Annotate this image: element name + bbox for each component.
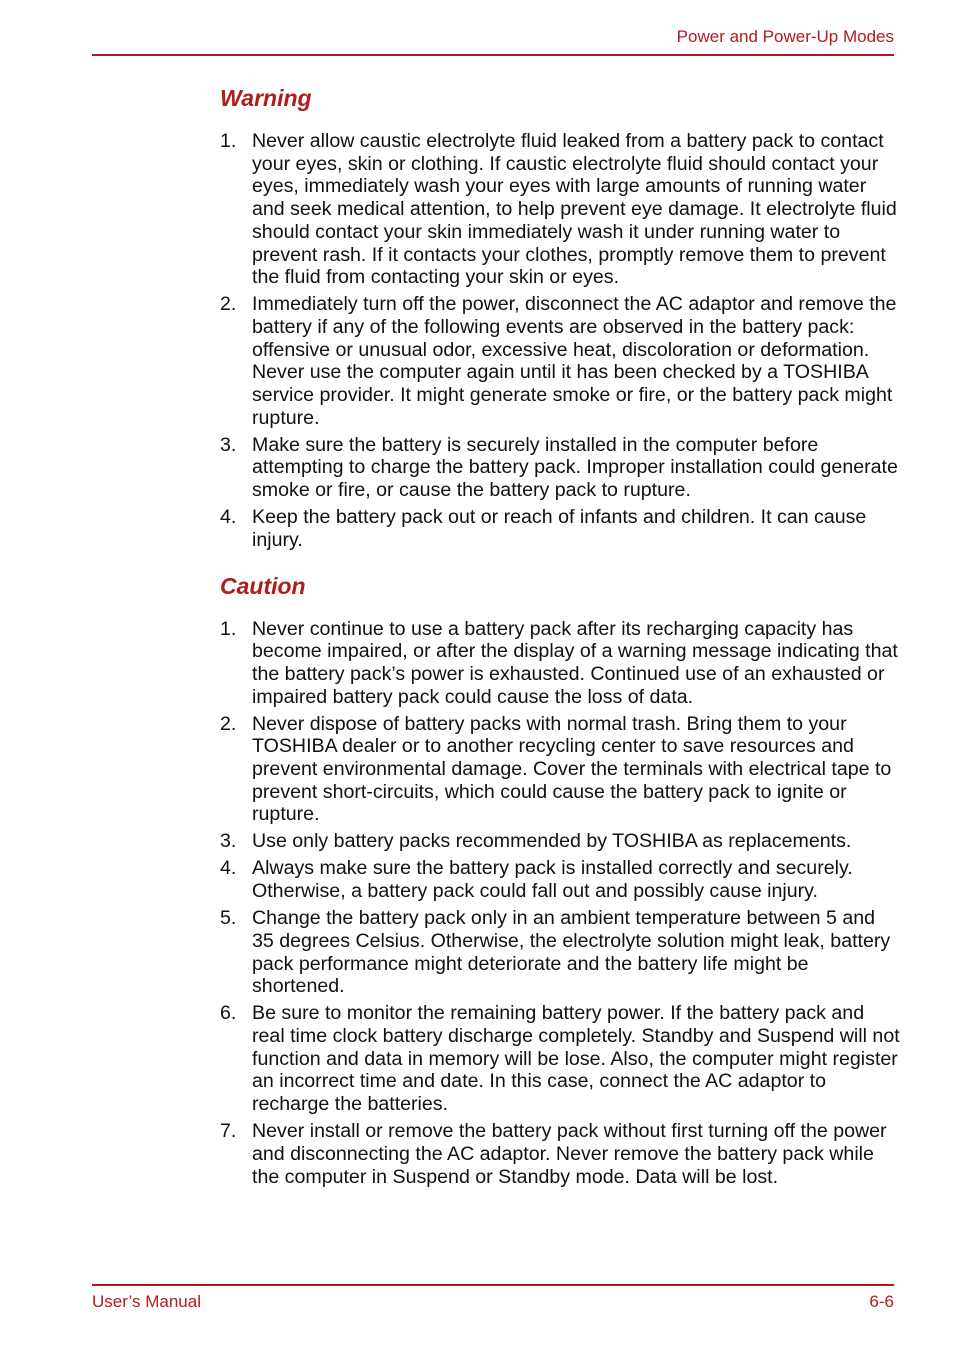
list-item-text: Immediately turn off the power, disconnect the AC adaptor and remove the battery if any of the following events are observed in the battery pack: offensive or unusual odor, excessive heat, discoloration or deformation. Never use the computer again until it has been checked by a TOSHIBA service provider. It might generate smoke or fire, or the battery pack might rupture. — [252, 293, 897, 429]
footer-manual-label: User’s Manual — [92, 1292, 201, 1311]
list-item — [220, 830, 900, 853]
list-item-number: 2. — [220, 293, 237, 316]
list-item — [220, 618, 900, 709]
list-item-number: 1. — [220, 617, 237, 640]
list-item-number: 7. — [220, 1120, 237, 1143]
list-item-number: 5. — [220, 907, 237, 930]
list-item-number: 4. — [220, 857, 237, 880]
list-item-text: Never continue to use a battery pack after its recharging capacity has become impaired, or after the display of a warning message indicating that the battery pack’s power is exhausted. Continued use of an exhausted or impaired battery pack could cause the loss of data. — [252, 617, 898, 708]
list-item-number: 4. — [220, 506, 237, 529]
list-item — [220, 293, 900, 429]
list-item-number: 3. — [220, 830, 237, 853]
list-item — [220, 130, 900, 289]
header-divider — [92, 54, 894, 56]
list-item-number: 1. — [220, 130, 237, 152]
list-item-text: Always make sure the battery pack is installed correctly and securely. Otherwise, a battery pack could fall out and possibly cause injury. — [252, 857, 853, 903]
list-item — [220, 1002, 900, 1116]
list-item-text: Keep the battery pack out or reach of infants and children. It can cause injury. — [252, 506, 867, 551]
list-item — [220, 506, 900, 551]
list-item-text: Change the battery pack only in an ambient temperature between 5 and 35 degrees Celsius. Otherwise, the electrolyte solution might leak, battery pack performance might deteriorate and the battery life might be shortened. — [252, 907, 891, 998]
caution-heading: Caution — [220, 572, 306, 599]
list-item-number: 2. — [220, 712, 237, 735]
footer-divider — [92, 1284, 894, 1286]
list-item — [220, 713, 900, 827]
list-item-text: Never allow caustic electrolyte fluid leaked from a battery pack to contact your eyes, skin or clothing. If caustic electrolyte fluid should contact your eyes, immediately wash your eyes with large amounts of running water and seek medical attention, to help prevent eye damage. It electrolyte fluid should contact your skin immediately wash it under running water to prevent rash. If it contacts your clothes, promptly remove them to prevent the fluid from contacting your skin or eyes. — [252, 130, 897, 289]
warning-list — [220, 130, 900, 552]
list-item — [220, 1120, 900, 1188]
list-item — [220, 434, 900, 502]
list-item — [220, 907, 900, 998]
list-item-text: Use only battery packs recommended by TOSHIBA as replacements. — [252, 830, 852, 853]
caution-list — [220, 618, 900, 1189]
main-content — [220, 82, 900, 1193]
list-item-text: Be sure to monitor the remaining battery power. If the battery pack and real time clock battery discharge completely. Standby and Suspend will not function and data in memory will be lose. Also, the computer might register an incorrect time and date. In this case, connect the AC adaptor to recharge the batteries. — [252, 1002, 900, 1116]
list-item — [220, 857, 900, 902]
list-item-text: Never dispose of battery packs with normal trash. Bring them to your TOSHIBA dealer or to another recycling center to save resources and prevent environmental damage. Cover the terminals with electrical tape to prevent short-circuits, which could cause the battery pack to ignite or rupture. — [252, 712, 892, 826]
list-item-number: 6. — [220, 1002, 237, 1025]
list-item-number: 3. — [220, 433, 237, 456]
header-chapter-title: Power and Power-Up Modes — [676, 27, 894, 46]
footer-page-number: 6-6 — [869, 1292, 894, 1311]
list-item-text: Never install or remove the battery pack without first turning off the power and disconnecting the AC adaptor. Never remove the battery pack while the computer in Suspend or Standby mode. Data will be lost. — [252, 1120, 887, 1188]
list-item-text: Make sure the battery is securely installed in the computer before attempting to charge the battery pack. Improper installation could generate smoke or fire, or cause the battery pack to rupture. — [252, 433, 898, 502]
warning-heading: Warning — [220, 85, 312, 111]
